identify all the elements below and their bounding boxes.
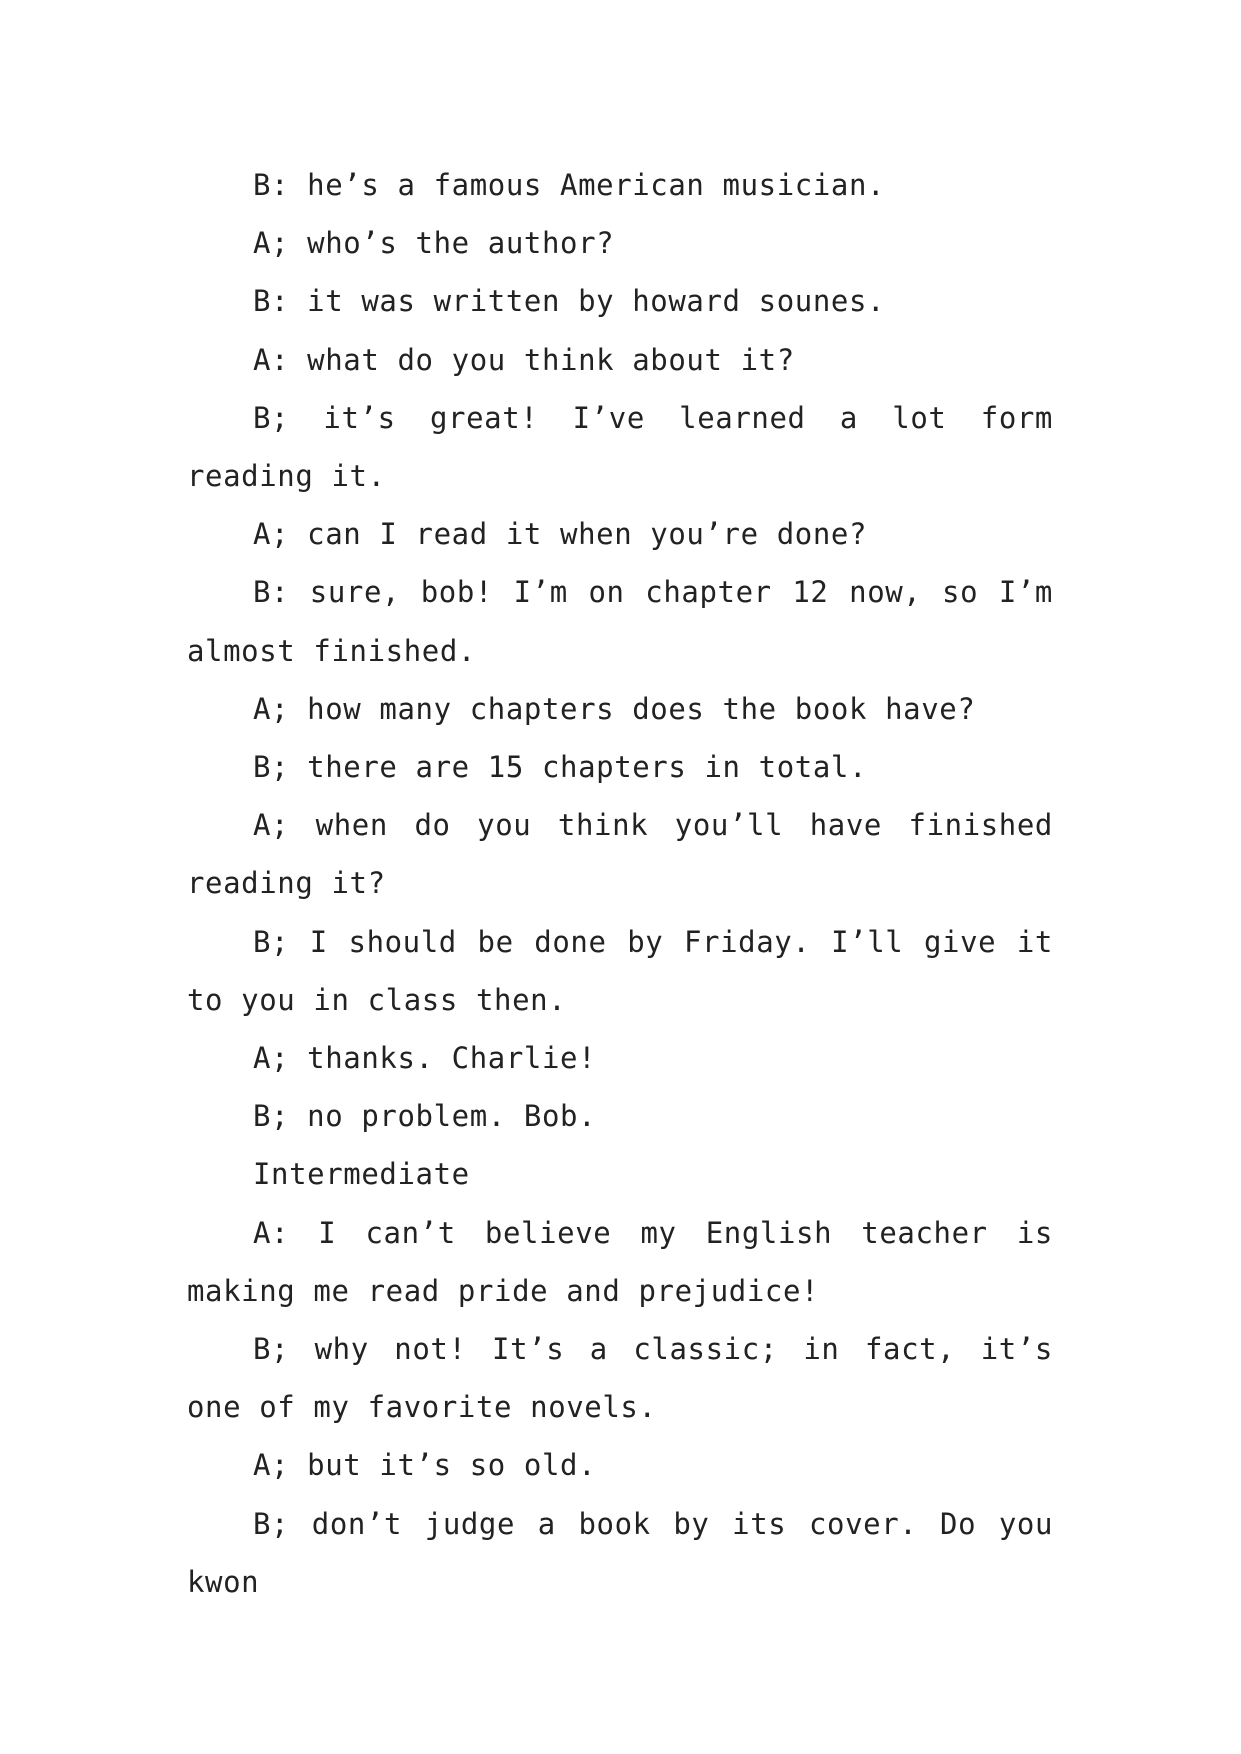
paragraph: B: it was written by howard sounes. [253, 284, 886, 319]
paragraph: B; don’t judge a book by its cover. Do you kwon [187, 1506, 1053, 1599]
paragraph: A: what do you think about it? [253, 342, 795, 377]
dialogue-text [187, 156, 1053, 1611]
paragraph: B; I should be done by Friday. I’ll give it to you in class then. [187, 924, 1053, 1017]
paragraph: A; when do you think you’ll have finished reading it? [187, 808, 1053, 901]
paragraph: A; thanks. Charlie! [253, 1041, 597, 1076]
paragraph: B; no problem. Bob. [253, 1099, 597, 1134]
paragraph: B: he’s a famous American musician. [253, 168, 886, 202]
paragraph: A; how many chapters does the book have? [253, 691, 976, 726]
section-heading: Intermediate [253, 1157, 470, 1192]
paragraph: B; there are 15 chapters in total. [253, 750, 868, 785]
paragraph: A: I can’t believe my English teacher is making me read pride and prejudice! [187, 1215, 1053, 1308]
paragraph: B; it’s great! I’ve learned a lot form reading it. [187, 400, 1053, 494]
paragraph: A; but it’s so old. [253, 1448, 597, 1483]
paragraph: B; why not! It’s a classic; in fact, it’s one of my favorite novels. [187, 1332, 1053, 1425]
paragraph: A; can I read it when you’re done? [253, 517, 868, 552]
paragraph: B: sure, bob! I’m on chapter 12 now, so I’m almost finished. [187, 575, 1053, 668]
paragraph: A; who’s the author? [253, 226, 615, 261]
